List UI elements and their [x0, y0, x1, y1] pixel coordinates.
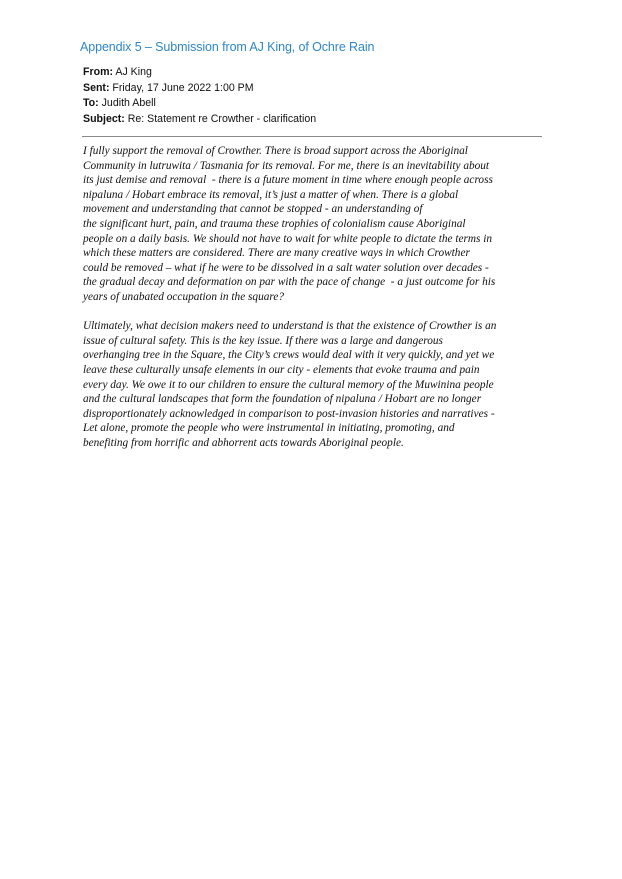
body-line: leave these culturally unsafe elements in our city - elements that evoke trauma and pain [83, 363, 480, 376]
from-row [83, 65, 543, 81]
from-label: From: [83, 66, 114, 78]
body-line: the gradual decay and deformation on par with the pace of change - a just outcome for his [83, 276, 496, 289]
subject-row [83, 112, 543, 128]
header-divider [82, 136, 542, 137]
body-line: overhanging tree in the Square, the City’s crews would deal with it very quickly, and yet we [83, 349, 495, 362]
sent-row [83, 81, 543, 97]
body-line: Ultimately, what decision makers need to understand is that the existence of Crowther is an [83, 320, 497, 333]
body-paragraph-2 [83, 319, 553, 450]
subject-value: Re: Statement re Crowther - clarification [124, 112, 317, 125]
body-line: Community in lutruwita / Tasmania for its removal. For me, there is an inevitability about [83, 159, 490, 172]
to-value: Judith Abell [98, 97, 156, 110]
subject-label: Subject: [83, 112, 125, 125]
to-row [83, 96, 543, 112]
body-paragraph-1 [83, 144, 553, 305]
body-line: movement and understanding that cannot be stopped - an understanding of [83, 203, 423, 216]
to-label: To: [83, 97, 99, 110]
body-line: which these matters are considered. There are many creative ways in which Crowther [83, 247, 470, 260]
body-line: people on a daily basis. We should not have to wait for white people to dictate the terms in [83, 232, 493, 245]
sent-value: Friday, 17 June 2022 1:00 PM [109, 81, 254, 94]
appendix-heading: Appendix 5 – Submission from AJ King, of Ochre Rain [80, 40, 375, 54]
body-line: its just demise and removal - there is a future moment in time where enough people across [83, 174, 493, 187]
sent-label: Sent: [83, 81, 110, 94]
body-line: benefiting from horrific and abhorrent acts towards Aboriginal people. [83, 436, 404, 449]
body-line: issue of cultural safety. This is the key issue. If there was a large and dangerous [83, 334, 443, 347]
body-line: I fully support the removal of Crowther. There is broad support across the Aboriginal [83, 145, 468, 157]
email-body [83, 144, 553, 465]
from-value: AJ King [113, 66, 152, 78]
body-line: the significant hurt, pain, and trauma these trophies of colonialism cause Aboriginal [83, 217, 466, 230]
body-line: years of unabated occupation in the square? [83, 290, 285, 303]
body-line: could be removed – what if he were to be dissolved in a salt water solution over decades - [83, 261, 489, 274]
body-line: every day. We owe it to our children to ensure the cultural memory of the Muwinina people [83, 378, 494, 391]
body-line: Let alone, promote the people who were instrumental in initiating, promoting, and [83, 422, 455, 435]
body-line: disproportionately acknowledged in comparison to post-invasion histories and narratives - [83, 407, 495, 420]
body-line: and the cultural landscapes that form the foundation of nipaluna / Hobart are no longer [83, 393, 482, 406]
body-line: nipaluna / Hobart embrace its removal, it’s just a matter of when. There is a global [83, 188, 459, 201]
email-header [83, 65, 543, 127]
